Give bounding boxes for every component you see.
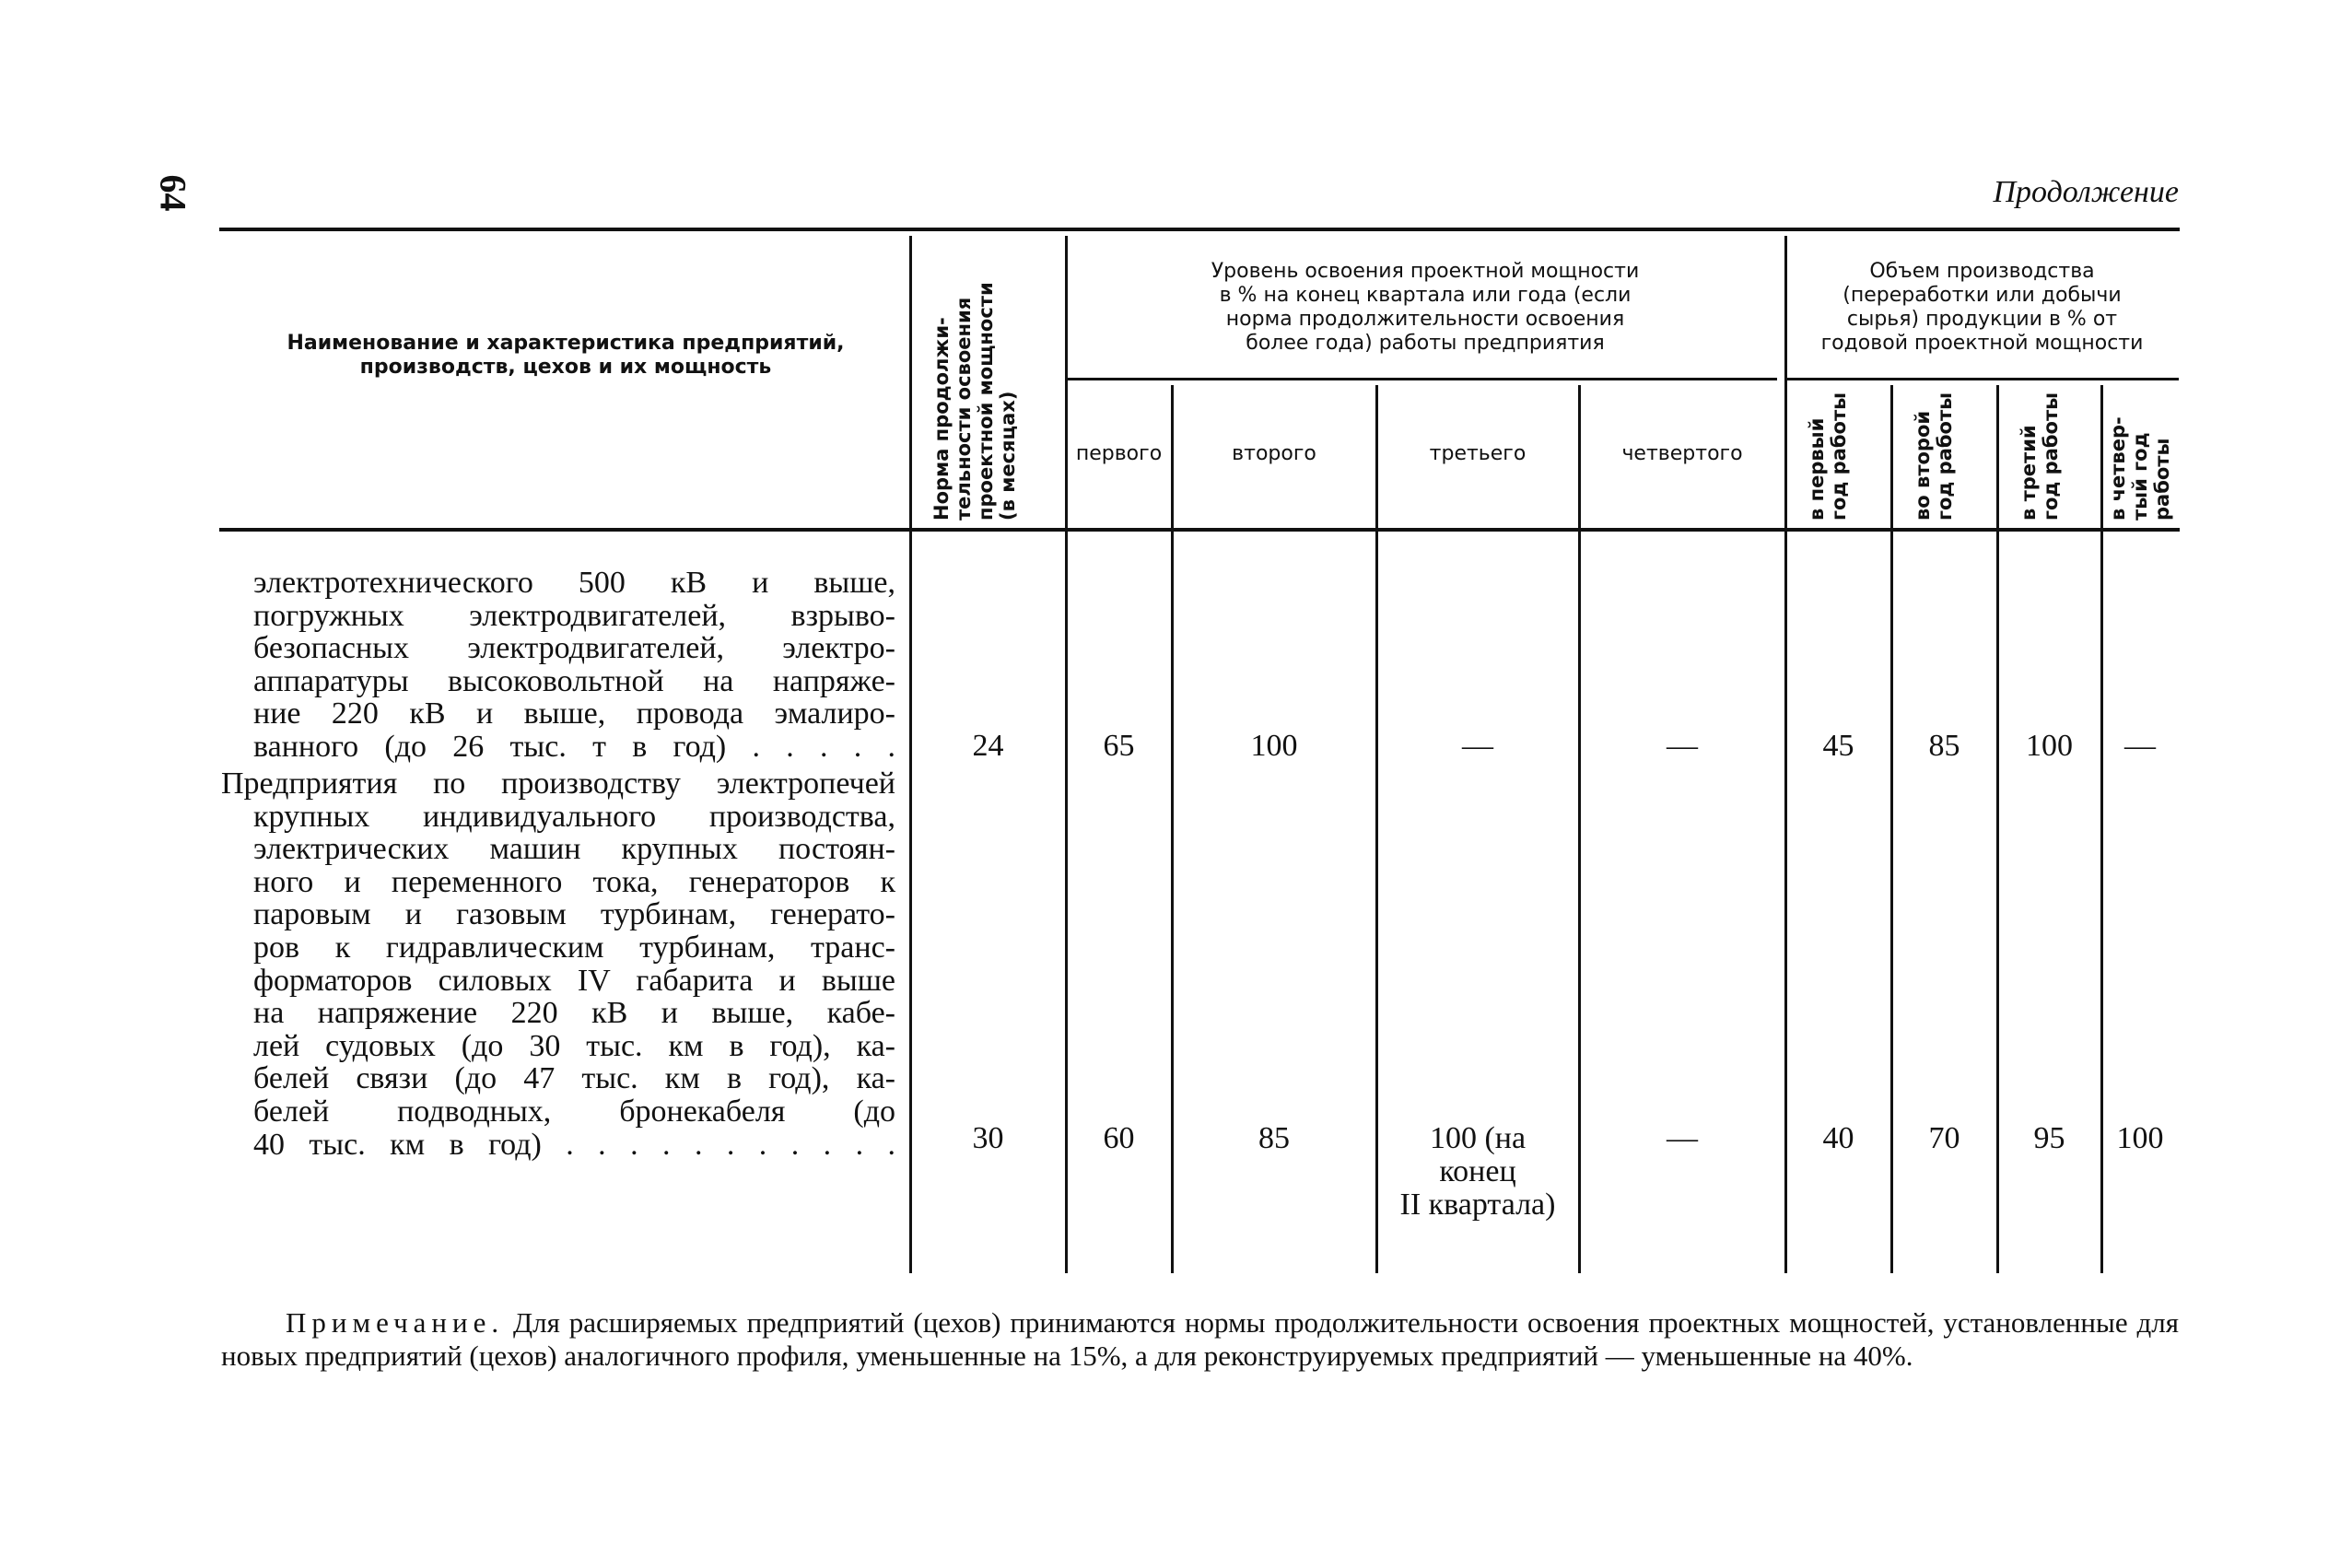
cell-line: II квартала) xyxy=(1399,1188,1556,1222)
subheader-third-year xyxy=(2018,392,2062,521)
cell-level: — xyxy=(1667,1121,1698,1155)
header-line: Объем производства xyxy=(1869,260,2095,283)
header-line: (в месяцах) xyxy=(997,391,1019,521)
header-line: Уровень освоения проектной мощности xyxy=(1211,260,1640,283)
cell-level: 100 xyxy=(1250,729,1298,763)
header-volume-group xyxy=(1785,260,2179,356)
header-line: Норма продолжи- xyxy=(930,317,953,521)
row-text-line: форматоров силовых IV габарита и выше xyxy=(253,963,895,998)
header-line: в первый xyxy=(1806,417,1828,521)
header-line: год работы xyxy=(1828,392,1850,521)
header-line: тельности освоения xyxy=(953,297,975,521)
cell-volume: 100 xyxy=(2116,1121,2164,1155)
cell-level: 85 xyxy=(1258,1121,1290,1155)
cell-volume: 45 xyxy=(1822,729,1854,763)
header-line: годовой проектной мощности xyxy=(1820,332,2144,355)
cell-line: 100 (на xyxy=(1429,1121,1527,1155)
cell-norm: 30 xyxy=(972,1121,1004,1155)
row-text-line: электрических машин крупных постоян- xyxy=(253,832,895,867)
header-line: производств, цехов и их мощность xyxy=(359,356,772,379)
header-line: год работы xyxy=(1934,392,1956,521)
continuation-label: Продолжение xyxy=(1993,175,2179,209)
cell-norm: 24 xyxy=(972,729,1004,763)
header-line: (переработки или добычи xyxy=(1843,284,2122,307)
row-text-line: крупных индивидуального производства, xyxy=(253,799,895,834)
header-line: год работы xyxy=(2040,392,2062,521)
row-text-line: паровым и газовым турбинам, генерато- xyxy=(253,897,895,932)
cell-volume: 70 xyxy=(1928,1121,1960,1155)
subheader-first: первого xyxy=(1075,442,1163,465)
row-text-line: ванного (до 26 тыс. т в год) . . . . . xyxy=(253,730,895,764)
row-text-line: белей подводных, бронекабеля (до xyxy=(253,1094,895,1129)
table-top-rule xyxy=(219,228,2180,231)
subheader-fourth: четвертого xyxy=(1621,442,1743,465)
row-text-line: лей судовых (до 30 тыс. км в год), ка- xyxy=(253,1028,895,1063)
cell-volume: 100 xyxy=(2026,729,2073,763)
row-text-line: белей связи (до 47 тыс. км в год), ка- xyxy=(253,1061,895,1096)
subheader-fourth-year xyxy=(2107,392,2173,521)
row-text-line: ров к гидравлическим турбинам, транс- xyxy=(253,930,895,965)
header-line: тый год xyxy=(2129,432,2151,521)
row-text-line: электротехнического 500 кВ и выше, xyxy=(253,566,895,600)
cell-third-quarter xyxy=(1376,1122,1579,1222)
footnote-text: Для расширяемых предприятий (цехов) принимаются нормы продолжительности освоения проектных мощностей, установленные для новых предприятий (цехов) аналогичного профиля, уменьшенные на 15%, а для реконструируемых предприятий — уменьшенные на 40%. xyxy=(221,1306,2179,1372)
header-norm-column xyxy=(930,258,1019,521)
row-text-line: 40 тыс. км в год) . . . . . . . . . . . xyxy=(253,1127,895,1162)
footnote-label: Примечание. xyxy=(286,1306,505,1339)
header-line: работы xyxy=(2151,438,2173,521)
header-line: Наименование и характеристика предприятий, xyxy=(287,332,845,355)
subheader-third: третьего xyxy=(1429,442,1527,465)
cell-level: 60 xyxy=(1103,1121,1135,1155)
row-text-line: на напряжение 220 кВ и выше, кабе- xyxy=(253,996,895,1031)
header-line: проектной мощности xyxy=(975,282,997,521)
volume-subheader-rule xyxy=(1785,378,2179,380)
header-line: во второй xyxy=(1912,410,1934,521)
cell-volume: 40 xyxy=(1822,1121,1854,1155)
subheader-second: второго xyxy=(1232,442,1316,465)
row-text-line: Предприятия по производству электропечей xyxy=(221,766,895,801)
row-text-line: ние 220 кВ и выше, провода эмалиро- xyxy=(253,696,895,731)
header-line: сырья) продукции в % от xyxy=(1846,308,2118,331)
cell-line: конец xyxy=(1439,1154,1516,1188)
cell-level: — xyxy=(1667,729,1698,763)
cell-volume: 95 xyxy=(2033,1121,2065,1155)
cell-volume: — xyxy=(2124,729,2156,763)
page-number: 64 xyxy=(152,174,194,212)
header-line: более года) работы предприятия xyxy=(1246,332,1605,355)
level-subheader-rule xyxy=(1066,378,1777,380)
row-text-line: погружных электродвигателей, взрыво- xyxy=(253,598,895,633)
cell-level: 65 xyxy=(1103,729,1135,763)
cell-volume: 85 xyxy=(1928,729,1960,763)
subheader-second-year xyxy=(1912,392,1956,521)
header-line: в третий xyxy=(2018,425,2040,521)
header-bottom-rule xyxy=(219,528,2180,532)
header-line: в четвер- xyxy=(2107,416,2129,521)
header-line: в % на конец квартала или года (если xyxy=(1219,284,1632,307)
cell-level: — xyxy=(1462,729,1493,763)
footnote xyxy=(221,1306,2179,1373)
row-text-line: безопасных электродвигателей, электро- xyxy=(253,631,895,666)
subheader-first-year xyxy=(1806,392,1850,521)
row-text-line: аппаратуры высоковольтной на напряже- xyxy=(253,663,895,698)
header-line: норма продолжительности освоения xyxy=(1225,308,1625,331)
header-level-group xyxy=(1066,260,1784,356)
row-text-line: ного и переменного тока, генераторов к xyxy=(253,864,895,899)
header-name-column xyxy=(221,332,910,380)
